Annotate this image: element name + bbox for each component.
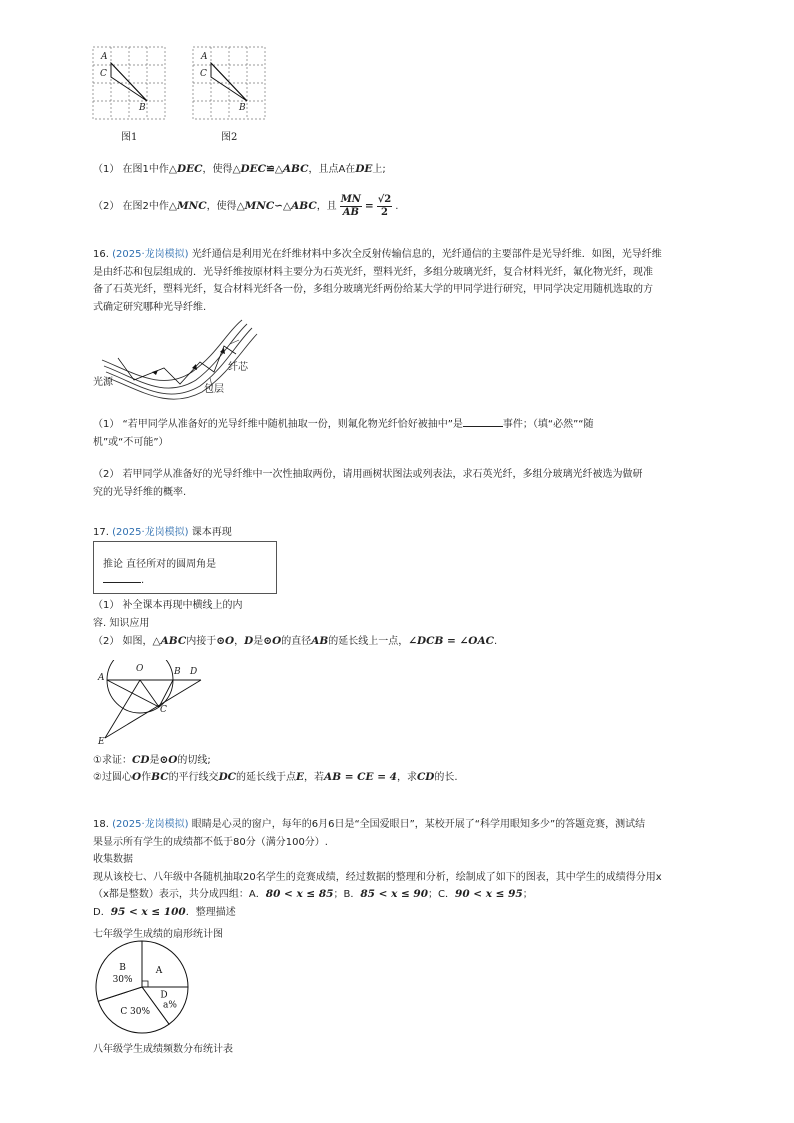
q17-part1: （1） 补全课本再现中横线上的内 容. 知识应用 — [93, 600, 243, 629]
fig1-label-b: B — [139, 103, 146, 113]
pie-label-a: A — [155, 966, 163, 977]
q17-part2: （2） 如图，△ABC内接于⊙O，D是⊙O的直径AB的延长线上一点，∠DCB = ∠OAC. — [93, 635, 498, 647]
pie-label-d-pct: a% — [162, 1000, 177, 1011]
ratio-fraction: $\frac{MN}{AB}$ — [340, 193, 361, 218]
q17-header: 17. (2025·龙岗模拟) 课本再现 — [93, 527, 232, 538]
q16-stem: 16. (2025·龙岗模拟) 光纤通信是利用光在纤维材料中多次全反射传输信息的，光纤通信的主要部件是光导纤维．如图，光导纤维 是由纤芯和包层组成的．光导纤维按原材料主要分为石英光纤，塑料光纤，多组分玻璃光纤，复合材料光纤，氟化物光纤，现准 备了石英光纤，塑料光纤，复合材料光纤各一份，多组分玻璃光纤两份给某大学的甲同学进行研究，甲同学决定用随机选取的方 式确定研究哪种光导纤维. — [93, 249, 662, 313]
fig2-label-b: B — [239, 103, 246, 113]
pie-chart — [92, 938, 202, 1038]
figure-2-caption: 图2 — [221, 132, 238, 143]
q15-part1: （1） 在图1中作△DEC，使得△DEC≌△ABC，且点A在DE上; — [93, 163, 386, 175]
label-light-source: 光源 — [93, 377, 113, 388]
geo-label-b: B — [174, 667, 181, 677]
q17-source-tag: (2025·龙岗模拟) — [112, 527, 189, 538]
textbook-box-line2: . — [103, 575, 144, 586]
pie-label-b: B — [119, 962, 126, 973]
pie-label-b-pct: 30% — [112, 974, 133, 985]
q17-sub1: ①求证：CD是⊙O的切线; — [93, 754, 211, 766]
textbook-box-line1: 推论 直径所对的圆周角是 — [103, 559, 217, 570]
pie-label-d: D — [160, 990, 168, 1001]
fig2-label-c: C — [200, 69, 207, 79]
fig2-label-a: A — [201, 52, 208, 62]
optical-fiber-figure — [92, 312, 272, 402]
geo-label-c: C — [160, 705, 167, 715]
q18-stem: 18. (2025·龙岗模拟) 眼睛是心灵的窗户，每年的6月6日是“全国爱眼日”，某校开展了“科学用眼知多少”的答题竞赛，测试结 果显示所有学生的成绩都不低于80分（满分100分）. 收集数据 现从该校七、八年级中各随机抽取20名学生的竞赛成绩，经过数据的整理和分析，绘制成了如下的图表，其中学生的成绩得分用x （x都是整数）表示，共分成四组：A．80 < x ≤ 85；B．85 < x ≤ 90；C．90 < x ≤ 95； D．95 < x ≤ 100．整理描述 — [93, 819, 662, 918]
pie-chart-title: 七年级学生成绩的扇形统计图 — [93, 929, 223, 940]
fig1-label-a: A — [101, 52, 108, 62]
geo-label-d: D — [190, 667, 198, 677]
geo-label-e: E — [98, 737, 105, 747]
figure-1-caption: 图1 — [121, 132, 138, 143]
value-fraction: $\frac{√2}{2}$ — [377, 193, 392, 218]
geo-label-o: O — [136, 664, 144, 674]
fig1-label-c: C — [100, 69, 107, 79]
pie-slice-a — [142, 941, 188, 987]
label-cladding: 包层 — [204, 384, 224, 395]
pie-label-c: C 30% — [120, 1006, 151, 1017]
q17-sub2: ②过圆心O作BC的平行线交DC的延长线于点E，若AB = CE = 4，求CD的长. — [93, 771, 458, 783]
label-core: 纤芯 — [228, 362, 248, 373]
table-title: 八年级学生成绩频数分布统计表 — [93, 1044, 233, 1055]
q15-part2: （2） 在图2中作△MNC，使得△MNC∽△ABC，且 $\frac{MN}{AB}$ = $\frac{√2}{2}$ . — [93, 193, 399, 218]
q16-source-tag: (2025·龙岗模拟) — [112, 249, 189, 260]
q16-part2: （2） 若甲同学从准备好的光导纤维中一次性抽取两份，请用画树状图法或列表法，求石英光纤，多组分玻璃光纤被选为做研 究的光导纤维的概率. — [93, 469, 643, 498]
q16-part1: （1） “若甲同学从准备好的光导纤维中随机抽取一份，则氟化物光纤恰好被抽中”是 事件；（填“必然”“随 机”或“不可能”） — [93, 419, 594, 448]
q18-source-tag: (2025·龙岗模拟) — [112, 819, 189, 830]
geo-label-a: A — [98, 673, 105, 683]
